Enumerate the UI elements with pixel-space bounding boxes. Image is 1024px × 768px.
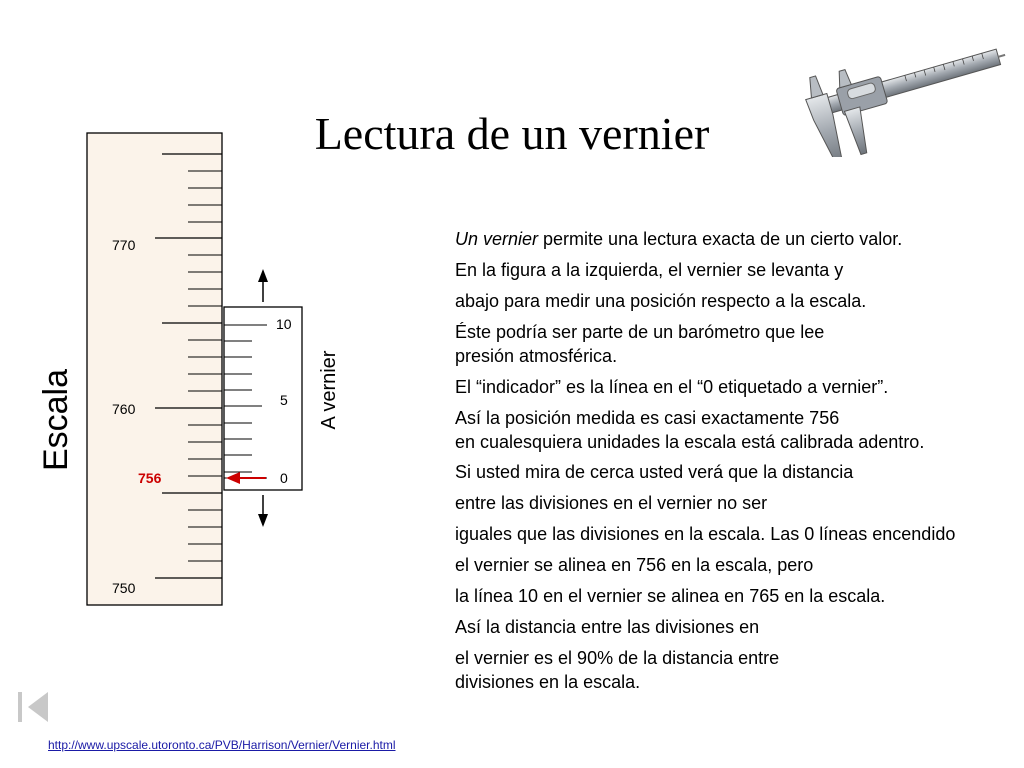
text-line-2: En la figura a la izquierda, el vernier se levanta y <box>455 260 844 280</box>
text-line-14: Así la distancia entre las divisiones en <box>455 617 760 637</box>
vernier-axis-label: A vernier <box>318 350 340 430</box>
back-to-start-icon[interactable] <box>16 690 52 724</box>
text-line-3: abajo para medir una posición respecto a la escala. <box>455 291 867 311</box>
vernier-caliper-photo <box>800 32 1010 157</box>
main-scale-bar <box>87 133 222 605</box>
text-line-9: Si usted mira de cerca usted verá que la distancia <box>455 462 854 482</box>
text-line-7: Así la posición medida es casi exactamente 756 <box>455 408 840 428</box>
text-line-11: iguales que las divisiones en la escala. Las 0 líneas encendido <box>455 524 956 544</box>
scale-label-760: 760 <box>112 401 136 417</box>
vernier-label-5: 5 <box>280 392 288 408</box>
text-line-12: el vernier se alinea en 756 en la escala, pero <box>455 555 814 575</box>
term-un-vernier: Un vernier <box>455 229 539 249</box>
reading-label-756: 756 <box>138 470 162 486</box>
vernier-up-arrow <box>258 269 268 302</box>
scale-label-750: 750 <box>112 580 136 596</box>
text-line-15: el vernier es el 90% de la distancia entre <box>455 648 780 668</box>
scale-label-770: 770 <box>112 237 136 253</box>
text-line-13: la línea 10 en el vernier se alinea en 765 en la escala. <box>455 586 886 606</box>
vernier-label-0: 0 <box>280 470 288 486</box>
source-link[interactable]: http://www.upscale.utoronto.ca/PVB/Harrison/Vernier/Vernier.html <box>48 738 396 752</box>
text-line-10: entre las divisiones en el vernier no ser <box>455 493 768 513</box>
text-line-6: El “indicador” es la línea en el “0 etiquetado a vernier”. <box>455 377 889 397</box>
text-line-1-rest: permite una lectura exacta de un cierto valor. <box>538 229 903 249</box>
scale-axis-label: Escala <box>37 368 75 472</box>
text-line-4: Éste podría ser parte de un barómetro que lee <box>455 322 825 342</box>
text-line-16: divisiones en la escala. <box>455 672 641 692</box>
vernier-down-arrow <box>258 495 268 527</box>
text-line-5: presión atmosférica. <box>455 346 618 366</box>
vernier-diagram <box>0 0 440 620</box>
text-line-8: en cualesquiera unidades la escala está calibrada adentro. <box>455 432 925 452</box>
vernier-box <box>224 307 302 490</box>
text-line-1 <box>455 228 902 250</box>
vernier-label-10: 10 <box>276 316 292 332</box>
page-title: Lectura de un vernier <box>314 108 710 159</box>
